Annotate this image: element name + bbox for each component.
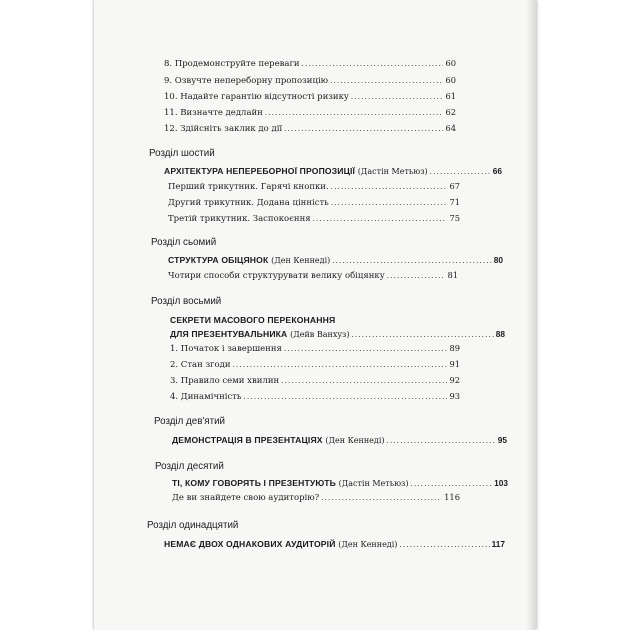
- chapter-author: (Ден Кеннеді): [271, 256, 331, 265]
- page-number: 88: [495, 329, 505, 339]
- toc-entry: 2. Стан згоди ..... 91: [170, 358, 460, 371]
- toc-entry: 4. Динамічність ..... 93: [170, 390, 460, 403]
- page-number: 62: [445, 107, 456, 117]
- page-number: 103: [494, 478, 508, 488]
- toc-entry: Чотири способи структурувати велику обіцянку ..... 81: [168, 269, 458, 282]
- page-number: 93: [449, 391, 460, 401]
- chapter-author: (Ден Кеннеді): [338, 540, 398, 549]
- chapter-title: НЕМАЄ ДВОХ ОДНАКОВИХ АУДИТОРІЙ: [164, 539, 336, 549]
- section-heading: Розділ дев'ятий: [154, 416, 226, 427]
- page-number: 116: [444, 492, 460, 502]
- chapter-title: ДЛЯ ПРЕЗЕНТУВАЛЬНИКА: [170, 329, 288, 339]
- toc-entry: 10. Надайте гарантію відсутності ризику ..... 61: [164, 90, 456, 103]
- toc-entry: 8. Продемонструйте переваги ..... 60: [164, 57, 456, 70]
- chapter-title-entry: [170, 328, 505, 341]
- section-heading: Розділ одинадцятий: [147, 520, 239, 531]
- page-number: 92: [449, 375, 460, 385]
- book-page: [94, 0, 536, 630]
- chapter-title: ТІ, КОМУ ГОВОРЯТЬ І ПРЕЗЕНТУЮТЬ: [172, 478, 336, 488]
- toc-entry: 1. Початок і завершення ..... 89: [170, 342, 460, 355]
- chapter-author: (Дастін Метьюз): [338, 479, 409, 488]
- page-number: 91: [449, 359, 460, 369]
- chapter-title-entry: [168, 254, 503, 267]
- page-number: 117: [491, 539, 505, 549]
- chapter-title-entry: [164, 538, 505, 551]
- chapter-title: АРХІТЕКТУРА НЕПЕРЕБОРНОЇ ПРОПОЗИЦІЇ: [164, 166, 356, 176]
- chapter-author: (Дейв Ванхуз): [290, 330, 350, 339]
- table-of-contents: [94, 0, 536, 630]
- chapter-title-entry: [172, 434, 507, 447]
- chapter-author: (Дастін Метьюз): [357, 167, 428, 176]
- toc-entry: 12. Здійсніть заклик до дії ..... 64: [164, 122, 456, 135]
- page-number: 81: [447, 270, 458, 280]
- toc-entry: 9. Озвучте непереборну пропозицію ..... 60: [164, 74, 456, 87]
- section-heading: Розділ восьмий: [151, 296, 222, 307]
- section-heading: Розділ шостий: [149, 148, 215, 159]
- toc-entry: 3. Правило семи хвилин ..... 92: [170, 374, 460, 387]
- toc-entry: 11. Визначте дедлайн ..... 62: [164, 106, 456, 119]
- toc-entry: Де ви знайдете свою аудиторію? ..... 116: [172, 491, 460, 504]
- page-number: 89: [449, 343, 460, 353]
- page-number: 95: [497, 435, 507, 445]
- chapter-title-entry: [164, 165, 502, 178]
- chapter-title: ДЕМОНСТРАЦІЯ В ПРЕЗЕНТАЦІЯХ: [172, 435, 323, 445]
- page-number: 61: [445, 91, 456, 101]
- toc-entry: Перший трикутник. Гарячі кнопки. ..... 67: [168, 180, 460, 193]
- page-number: 64: [445, 123, 456, 133]
- page-number: 71: [449, 197, 460, 207]
- section-heading: Розділ десятий: [155, 461, 224, 472]
- section-heading: Розділ сьомий: [151, 237, 217, 248]
- chapter-author: (Ден Кеннеді): [325, 436, 385, 445]
- chapter-title-line1: СЕКРЕТИ МАСОВОГО ПЕРЕКОНАННЯ: [170, 315, 336, 325]
- chapter-title-entry: [172, 477, 508, 490]
- page-number: 67: [449, 181, 460, 191]
- chapter-title: СТРУКТУРА ОБІЦЯНОК: [168, 255, 269, 265]
- page-number: 75: [449, 213, 460, 223]
- page-number: 66: [492, 166, 502, 176]
- page-number: 60: [445, 58, 456, 68]
- page-number: 60: [445, 75, 456, 85]
- toc-entry: Другий трикутник. Додана цінність ..... 71: [168, 196, 460, 209]
- page-number: 80: [493, 255, 503, 265]
- toc-entry: Третій трикутник. Заспокоєння ..... 75: [168, 212, 460, 225]
